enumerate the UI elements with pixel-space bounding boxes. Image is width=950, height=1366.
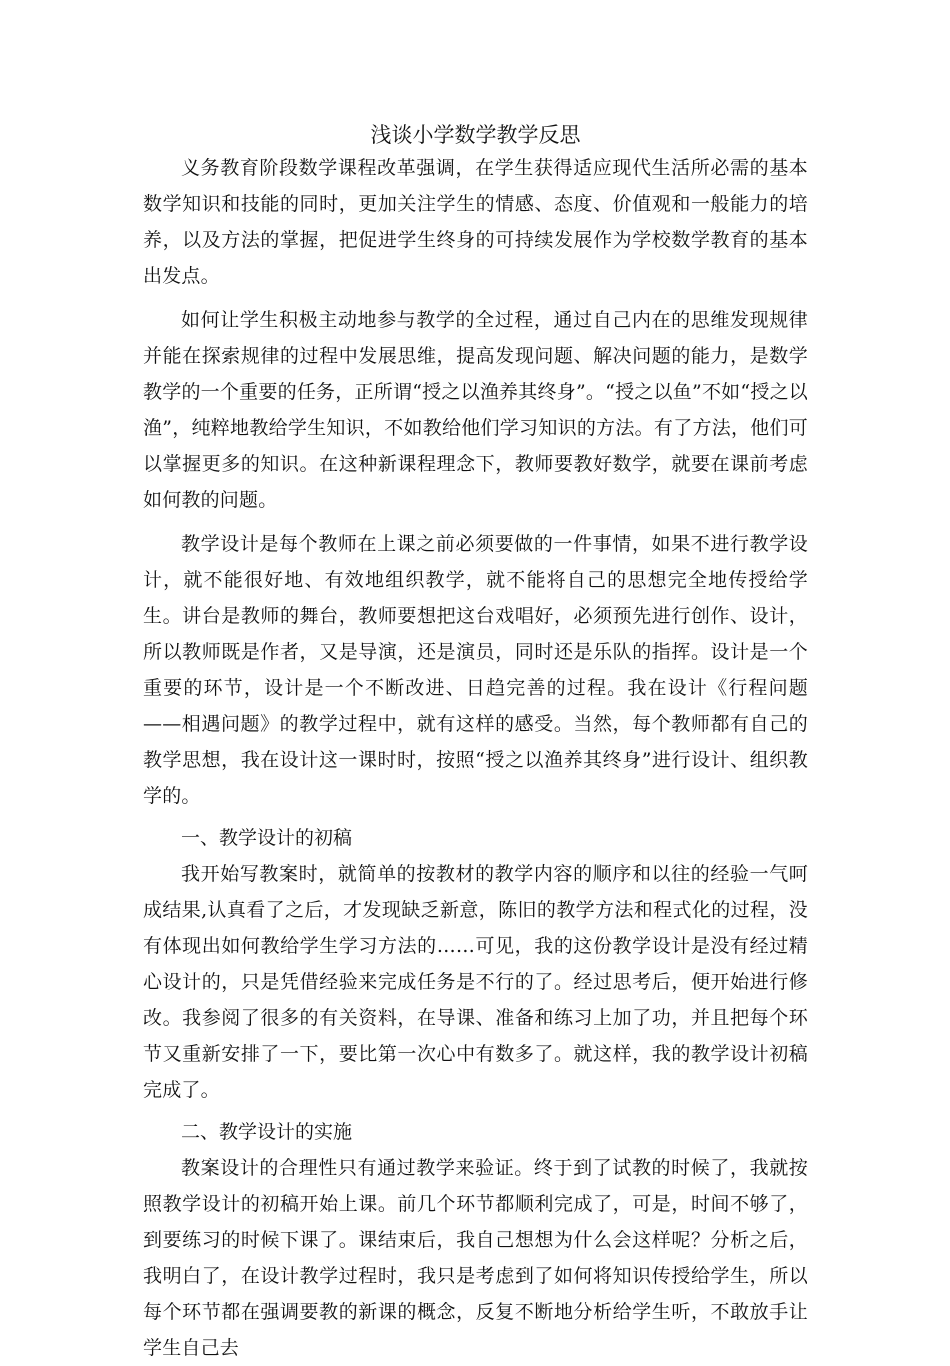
paragraph-teaching-design: 教学设计是每个教师在上课之前必须要做的一件事情，如果不进行教学设计，就不能很好地、有效地组织教学，就不能将自己的思想完全地传授给学生。讲台是教师的舞台，教师要想把这台戏唱好，必须预先进行创作、设计，所以教师既是作者，又是导演，还是演员，同时还是乐队的指挥。设计是一个重要的环节，设计是一个不断改进、日趋完善的过程。我在设计《行程问题——相遇问题》的教学过程中，就有这样的感受。当然，每个教师都有自己的教学思想，我在设计这一课时时，按照“授之以渔养其终身”进行设计、组织教学的。 [143, 533, 808, 807]
paragraph-intro: 义务教育阶段数学课程改革强调，在学生获得适应现代生活所必需的基本数学知识和技能的同时，更加关注学生的情感、态度、价值观和一般能力的培养，以及方法的掌握，把促进学生终身的可持续发展作为学校数学教育的基本出发点。 [143, 157, 808, 287]
paragraph-teaching-method: 如何让学生积极主动地参与教学的全过程，通过自己内在的思维发现规律并能在探索规律的过程中发展思维，提高发现问题、解决问题的能力，是数学教学的一个重要的任务，正所谓“授之以渔养其终身”。“授之以鱼”不如“授之以渔”，纯粹地教给学生知识，不如教给他们学习知识的方法。有了方法，他们可以掌握更多的知识。在这种新课程理念下，教师要教好数学，就要在课前考虑如何教的问题。 [143, 309, 808, 511]
section-heading-draft: 一、教学设计的初稿 [181, 827, 353, 849]
section-heading-implementation: 二、教学设计的实施 [181, 1121, 353, 1143]
document-body [143, 118, 808, 1366]
document-title: 浅谈小学数学教学反思 [370, 123, 581, 147]
paragraph-implementation: 教案设计的合理性只有通过教学来验证。终于到了试教的时候了，我就按照教学设计的初稿开始上课。前几个环节都顺利完成了，可是，时间不够了，到要练习的时候下课了。课结束后，我自己想想为什么会这样呢？分析之后，我明白了，在设计教学过程时，我只是考虑到了如何将知识传授给学生，所以每个环节都在强调要教的新课的概念，反复不断地分析给学生听，不敢放手让学生自己去 [143, 1157, 808, 1359]
paragraph-draft: 我开始写教案时，就简单的按教材的教学内容的顺序和以往的经验一气呵成结果,认真看了之后，才发现缺乏新意，陈旧的教学方法和程式化的过程，没有体现出如何教给学生学习方法的……可见，我的这份教学设计是没有经过精心设计的，只是凭借经验来完成任务是不行的了。经过思考后，便开始进行修改。我参阅了很多的有关资料，在导课、准备和练习上加了功，并且把每个环节又重新安排了一下，要比第一次心中有数多了。就这样，我的教学设计初稿完成了。 [143, 863, 808, 1101]
